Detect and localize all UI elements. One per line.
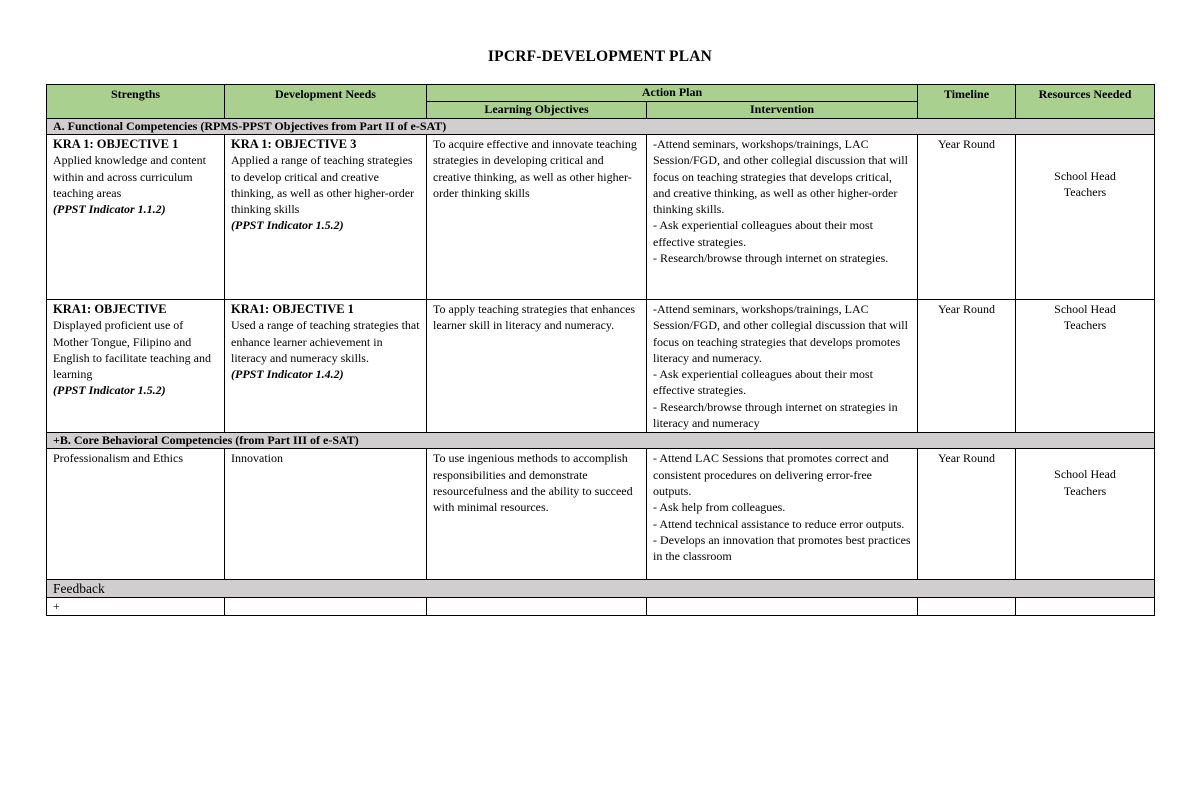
timeline-cell: Year Round [918,449,1016,580]
intervention-item: - Develops an innovation that promotes best practices in the classroom [653,532,911,564]
feedback-cell: + [47,598,225,616]
strength-cell [47,300,225,433]
intervention-cell [647,449,918,580]
resource-item: School Head [1054,302,1116,316]
resources-cell [1016,300,1155,433]
feedback-row [47,580,1155,598]
header-strengths: Strengths [47,85,225,119]
intervention-cell [647,300,918,433]
section-b-row [47,433,1155,449]
feedback-heading: Feedback [47,580,1155,598]
feedback-cell [918,598,1016,616]
ppst-indicator: (PPST Indicator 1.5.2) [231,218,344,233]
feedback-cell [1016,598,1155,616]
learning-objective-cell: To apply teaching strategies that enhances learner skill in literacy and numeracy. [427,300,647,433]
learning-objective-cell: To acquire effective and innovate teaching strategies in developing critical and creative thinking, as well as other higher-order thinking skills [427,135,647,300]
need-text: Applied a range of teaching strategies to develop critical and creative thinking, as well as other higher-order thinking skills [231,153,415,217]
section-b-heading: +B. Core Behavioral Competencies (from Part III of e-SAT) [47,433,1155,449]
timeline-cell: Year Round [918,135,1016,300]
kra-heading: KRA 1: OBJECTIVE 1 [53,137,179,151]
kra-heading: KRA 1: OBJECTIVE 3 [231,137,357,151]
resource-item: School Head [1054,169,1116,183]
strength-cell: Professionalism and Ethics [47,449,225,580]
timeline-cell: Year Round [918,300,1016,433]
resource-item: Teachers [1063,318,1107,333]
feedback-cell [225,598,427,616]
feedback-entry-row [47,598,1155,616]
strength-text: Applied knowledge and content within and across curriculum teaching areas [53,153,206,200]
feedback-cell [427,598,647,616]
ppst-indicator: (PPST Indicator 1.1.2) [53,202,166,217]
section-a-row [47,119,1155,135]
header-action-plan: Action Plan [427,85,918,102]
strength-text: Displayed proficient use of Mother Tongue, Filipino and English to facilitate teaching and learning [53,318,211,382]
resource-item: Teachers [1063,483,1107,498]
intervention-item: - Attend LAC Sessions that promotes correct and consistent procedures on delivering error-free outputs. [653,451,889,498]
table-row [47,449,1155,580]
resource-item: Teachers [1063,185,1107,200]
intervention-item: - Ask help from colleagues. [653,500,786,515]
page-title: IPCRF-DEVELOPMENT PLAN [487,48,713,65]
intervention-item: - Ask experiential colleagues about their most effective strategies. [653,367,873,398]
header-row-1 [47,85,1155,102]
resources-cell [1016,449,1155,580]
table-row [47,300,1155,433]
intervention-item: -Attend seminars, workshops/trainings, LAC Session/FGD, and other collegial discussion that will focus on teaching strategies that develops critical, and creative thinking, as well as other higher-order thinking skills. [653,137,908,217]
intervention-item: - Research/browse through internet on strategies. [653,251,889,266]
kra-heading: KRA1: OBJECTIVE [53,302,167,316]
table-row [47,135,1155,300]
development-need-cell: Innovation [225,449,427,580]
kra-heading: KRA1: OBJECTIVE 1 [231,302,354,316]
intervention-cell [647,135,918,300]
header-intervention: Intervention [647,102,918,119]
header-timeline: Timeline [918,85,1016,119]
need-text: Used a range of teaching strategies that enhance learner achievement in literacy and numeracy skills. [231,318,420,365]
development-plan-table [46,84,1155,616]
resource-item: School Head [1054,467,1116,482]
intervention-item: - Attend technical assistance to reduce error outputs. [653,516,905,531]
resources-cell [1016,135,1155,300]
feedback-cell [647,598,918,616]
section-a-heading: A. Functional Competencies (RPMS-PPST Objectives from Part II of e-SAT) [47,119,1155,135]
strength-cell [47,135,225,300]
ppst-indicator: (PPST Indicator 1.4.2) [231,367,344,382]
header-resources-needed: Resources Needed [1016,85,1155,119]
ppst-indicator: (PPST Indicator 1.5.2) [53,383,166,398]
development-need-cell [225,135,427,300]
intervention-item: - Ask experiential colleagues about their most effective strategies. [653,218,873,249]
header-development-needs: Development Needs [225,85,427,119]
intervention-item: - Research/browse through internet on strategies in literacy and numeracy [653,399,898,431]
learning-objective-cell: To use ingenious methods to accomplish responsibilities and demonstrate resourcefulness and the ability to succeed with minimal resources. [427,449,647,580]
intervention-item: -Attend seminars, workshops/trainings, LAC Session/FGD, and other collegial discussion that will focus on teaching strategies that develops promotes literacy and numeracy. [653,302,908,365]
development-need-cell [225,300,427,433]
header-learning-objectives: Learning Objectives [427,102,647,119]
